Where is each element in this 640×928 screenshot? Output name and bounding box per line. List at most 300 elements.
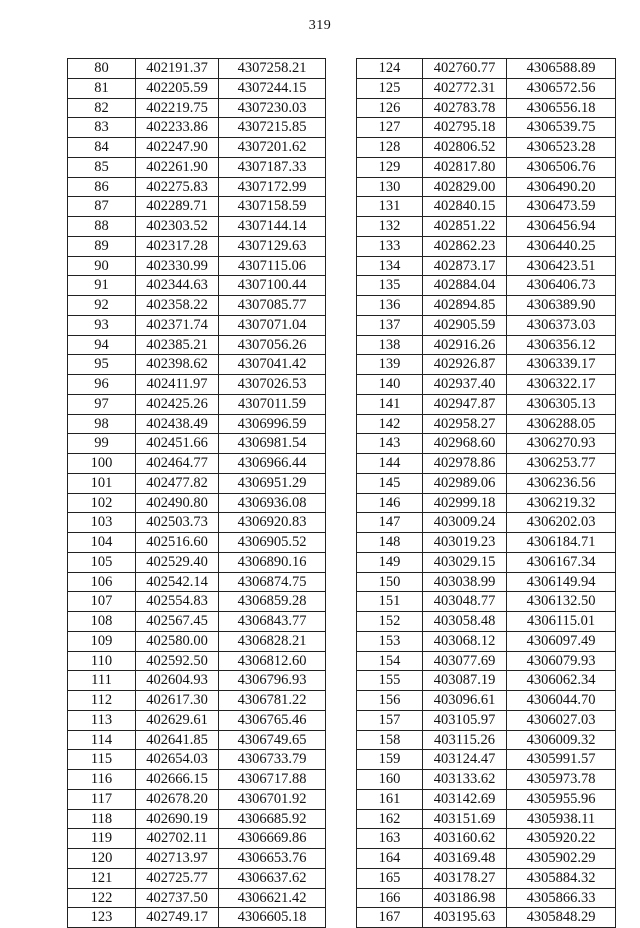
- table-row: [357, 552, 616, 572]
- x-coordinate-cell: 402567.45: [136, 612, 219, 632]
- y-coordinate-cell: 4306236.56: [507, 473, 616, 493]
- table-row: [357, 513, 616, 533]
- point-number-cell: 142: [357, 414, 423, 434]
- point-number-cell: 134: [357, 256, 423, 276]
- y-coordinate-cell: 4306044.70: [507, 691, 616, 711]
- y-coordinate-cell: 4306796.93: [219, 671, 326, 691]
- y-coordinate-cell: 4306669.86: [219, 829, 326, 849]
- y-coordinate-cell: 4306027.03: [507, 710, 616, 730]
- point-number-cell: 96: [68, 375, 136, 395]
- point-number-cell: 137: [357, 315, 423, 335]
- y-coordinate-cell: 4306653.76: [219, 849, 326, 869]
- y-coordinate-cell: 4306288.05: [507, 414, 616, 434]
- x-coordinate-cell: 402411.97: [136, 375, 219, 395]
- point-number-cell: 119: [68, 829, 136, 849]
- point-number-cell: 167: [357, 908, 423, 928]
- table-row: [357, 493, 616, 513]
- table-row: [357, 414, 616, 434]
- x-coordinate-cell: 403087.19: [423, 671, 507, 691]
- x-coordinate-cell: 402219.75: [136, 98, 219, 118]
- y-coordinate-cell: 4306812.60: [219, 651, 326, 671]
- y-coordinate-cell: 4307201.62: [219, 138, 326, 158]
- y-coordinate-cell: 4307011.59: [219, 394, 326, 414]
- y-coordinate-cell: 4306701.92: [219, 789, 326, 809]
- x-coordinate-cell: 402317.28: [136, 236, 219, 256]
- table-row: [357, 849, 616, 869]
- table-row: [357, 138, 616, 158]
- x-coordinate-cell: 402749.17: [136, 908, 219, 928]
- table-row: [357, 59, 616, 79]
- table-row: [357, 315, 616, 335]
- table-row: [68, 552, 326, 572]
- table-row: [357, 236, 616, 256]
- point-number-cell: 128: [357, 138, 423, 158]
- point-number-cell: 122: [68, 888, 136, 908]
- table-row: [357, 730, 616, 750]
- x-coordinate-cell: 402894.85: [423, 296, 507, 316]
- table-row: [68, 750, 326, 770]
- y-coordinate-cell: 4306009.32: [507, 730, 616, 750]
- y-coordinate-cell: 4305991.57: [507, 750, 616, 770]
- y-coordinate-cell: 4305920.22: [507, 829, 616, 849]
- x-coordinate-cell: 403115.26: [423, 730, 507, 750]
- table-row: [357, 908, 616, 928]
- y-coordinate-cell: 4306781.22: [219, 691, 326, 711]
- table-row: [68, 157, 326, 177]
- y-coordinate-cell: 4306621.42: [219, 888, 326, 908]
- x-coordinate-cell: 403038.99: [423, 572, 507, 592]
- point-number-cell: 165: [357, 868, 423, 888]
- x-coordinate-cell: 402999.18: [423, 493, 507, 513]
- y-coordinate-cell: 4306373.03: [507, 315, 616, 335]
- point-number-cell: 124: [357, 59, 423, 79]
- table-row: [357, 256, 616, 276]
- y-coordinate-cell: 4306473.59: [507, 197, 616, 217]
- point-number-cell: 138: [357, 335, 423, 355]
- table-row: [357, 572, 616, 592]
- y-coordinate-cell: 4307172.99: [219, 177, 326, 197]
- point-number-cell: 109: [68, 631, 136, 651]
- point-number-cell: 121: [68, 868, 136, 888]
- table-row: [357, 296, 616, 316]
- x-coordinate-cell: 402385.21: [136, 335, 219, 355]
- point-number-cell: 106: [68, 572, 136, 592]
- y-coordinate-cell: 4306440.25: [507, 236, 616, 256]
- point-number-cell: 111: [68, 671, 136, 691]
- table-row: [357, 335, 616, 355]
- x-coordinate-cell: 402806.52: [423, 138, 507, 158]
- y-coordinate-cell: 4306406.73: [507, 276, 616, 296]
- point-number-cell: 120: [68, 849, 136, 869]
- table-row: [68, 592, 326, 612]
- x-coordinate-cell: 402425.26: [136, 394, 219, 414]
- table-row: [357, 592, 616, 612]
- point-number-cell: 105: [68, 552, 136, 572]
- y-coordinate-cell: 4306506.76: [507, 157, 616, 177]
- y-coordinate-cell: 4306859.28: [219, 592, 326, 612]
- table-row: [357, 710, 616, 730]
- x-coordinate-cell: 402398.62: [136, 355, 219, 375]
- x-coordinate-cell: 402760.77: [423, 59, 507, 79]
- x-coordinate-cell: 402247.90: [136, 138, 219, 158]
- x-coordinate-cell: 402916.26: [423, 335, 507, 355]
- y-coordinate-cell: 4306079.93: [507, 651, 616, 671]
- table-row: [68, 296, 326, 316]
- table-row: [68, 78, 326, 98]
- point-number-cell: 103: [68, 513, 136, 533]
- table-row: [68, 829, 326, 849]
- table-row: [68, 375, 326, 395]
- y-coordinate-cell: 4306905.52: [219, 533, 326, 553]
- table-row: [68, 276, 326, 296]
- point-number-cell: 135: [357, 276, 423, 296]
- y-coordinate-cell: 4306219.32: [507, 493, 616, 513]
- x-coordinate-cell: 402958.27: [423, 414, 507, 434]
- y-coordinate-cell: 4306605.18: [219, 908, 326, 928]
- table-row: [357, 157, 616, 177]
- y-coordinate-cell: 4306305.13: [507, 394, 616, 414]
- table-row: [68, 849, 326, 869]
- x-coordinate-cell: 402592.50: [136, 651, 219, 671]
- y-coordinate-cell: 4306890.16: [219, 552, 326, 572]
- y-coordinate-cell: 4305938.11: [507, 809, 616, 829]
- point-number-cell: 151: [357, 592, 423, 612]
- point-number-cell: 123: [68, 908, 136, 928]
- x-coordinate-cell: 402795.18: [423, 118, 507, 138]
- table-row: [68, 908, 326, 928]
- x-coordinate-cell: 402989.06: [423, 473, 507, 493]
- x-coordinate-cell: 402516.60: [136, 533, 219, 553]
- y-coordinate-cell: 4306184.71: [507, 533, 616, 553]
- y-coordinate-cell: 4307115.06: [219, 256, 326, 276]
- x-coordinate-cell: 403142.69: [423, 789, 507, 809]
- x-coordinate-cell: 403124.47: [423, 750, 507, 770]
- table-row: [68, 691, 326, 711]
- table-row: [68, 789, 326, 809]
- x-coordinate-cell: 402783.78: [423, 98, 507, 118]
- point-number-cell: 131: [357, 197, 423, 217]
- page-number: 319: [308, 18, 332, 33]
- x-coordinate-cell: 403178.27: [423, 868, 507, 888]
- table-row: [68, 888, 326, 908]
- table-row: [357, 868, 616, 888]
- x-coordinate-cell: 402358.22: [136, 296, 219, 316]
- y-coordinate-cell: 4306936.08: [219, 493, 326, 513]
- point-number-cell: 94: [68, 335, 136, 355]
- point-number-cell: 129: [357, 157, 423, 177]
- x-coordinate-cell: 402490.80: [136, 493, 219, 513]
- y-coordinate-cell: 4306322.17: [507, 375, 616, 395]
- table-row: [68, 217, 326, 237]
- x-coordinate-cell: 403068.12: [423, 631, 507, 651]
- y-coordinate-cell: 4306490.20: [507, 177, 616, 197]
- x-coordinate-cell: 402817.80: [423, 157, 507, 177]
- x-coordinate-cell: 402937.40: [423, 375, 507, 395]
- y-coordinate-cell: 4305848.29: [507, 908, 616, 928]
- x-coordinate-cell: 402554.83: [136, 592, 219, 612]
- table-row: [68, 730, 326, 750]
- table-row: [357, 434, 616, 454]
- y-coordinate-cell: 4305955.96: [507, 789, 616, 809]
- table-row: [68, 631, 326, 651]
- point-number-cell: 113: [68, 710, 136, 730]
- table-row: [68, 177, 326, 197]
- point-number-cell: 97: [68, 394, 136, 414]
- table-row: [357, 533, 616, 553]
- y-coordinate-cell: 4306588.89: [507, 59, 616, 79]
- x-coordinate-cell: 403048.77: [423, 592, 507, 612]
- table-row: [357, 770, 616, 790]
- x-coordinate-cell: 402947.87: [423, 394, 507, 414]
- point-number-cell: 117: [68, 789, 136, 809]
- table-row: [357, 276, 616, 296]
- y-coordinate-cell: 4306556.18: [507, 98, 616, 118]
- y-coordinate-cell: 4306097.49: [507, 631, 616, 651]
- table-row: [68, 770, 326, 790]
- y-coordinate-cell: 4306202.03: [507, 513, 616, 533]
- point-number-cell: 155: [357, 671, 423, 691]
- y-coordinate-cell: 4306733.79: [219, 750, 326, 770]
- table-row: [357, 98, 616, 118]
- point-number-cell: 83: [68, 118, 136, 138]
- table-row: [68, 513, 326, 533]
- x-coordinate-cell: 402529.40: [136, 552, 219, 572]
- table-row: [357, 829, 616, 849]
- table-row: [357, 217, 616, 237]
- y-coordinate-cell: 4306637.62: [219, 868, 326, 888]
- x-coordinate-cell: 402477.82: [136, 473, 219, 493]
- point-number-cell: 80: [68, 59, 136, 79]
- table-row: [357, 177, 616, 197]
- y-coordinate-cell: 4307056.26: [219, 335, 326, 355]
- x-coordinate-cell: 402666.15: [136, 770, 219, 790]
- point-number-cell: 118: [68, 809, 136, 829]
- table-row: [68, 355, 326, 375]
- x-coordinate-cell: 403186.98: [423, 888, 507, 908]
- table-row: [357, 355, 616, 375]
- y-coordinate-cell: 4306981.54: [219, 434, 326, 454]
- y-coordinate-cell: 4307187.33: [219, 157, 326, 177]
- table-row: [357, 454, 616, 474]
- x-coordinate-cell: 403160.62: [423, 829, 507, 849]
- point-number-cell: 156: [357, 691, 423, 711]
- y-coordinate-cell: 4306966.44: [219, 454, 326, 474]
- x-coordinate-cell: 403169.48: [423, 849, 507, 869]
- x-coordinate-cell: 402978.86: [423, 454, 507, 474]
- table-row: [68, 868, 326, 888]
- coordinate-table-left: [67, 58, 326, 928]
- point-number-cell: 136: [357, 296, 423, 316]
- table-row: [68, 809, 326, 829]
- y-coordinate-cell: 4305866.33: [507, 888, 616, 908]
- x-coordinate-cell: 402873.17: [423, 256, 507, 276]
- table-row: [357, 612, 616, 632]
- point-number-cell: 140: [357, 375, 423, 395]
- table-row: [357, 118, 616, 138]
- table-row: [68, 197, 326, 217]
- y-coordinate-cell: 4306920.83: [219, 513, 326, 533]
- x-coordinate-cell: 402303.52: [136, 217, 219, 237]
- point-number-cell: 145: [357, 473, 423, 493]
- point-number-cell: 98: [68, 414, 136, 434]
- table-row: [68, 612, 326, 632]
- table-row: [68, 118, 326, 138]
- y-coordinate-cell: 4305973.78: [507, 770, 616, 790]
- x-coordinate-cell: 403029.15: [423, 552, 507, 572]
- x-coordinate-cell: 402438.49: [136, 414, 219, 434]
- x-coordinate-cell: 402261.90: [136, 157, 219, 177]
- point-number-cell: 139: [357, 355, 423, 375]
- y-coordinate-cell: 4306951.29: [219, 473, 326, 493]
- x-coordinate-cell: 402772.31: [423, 78, 507, 98]
- table-row: [357, 809, 616, 829]
- table-row: [68, 651, 326, 671]
- table-row: [68, 671, 326, 691]
- y-coordinate-cell: 4306456.94: [507, 217, 616, 237]
- y-coordinate-cell: 4306423.51: [507, 256, 616, 276]
- x-coordinate-cell: 402451.66: [136, 434, 219, 454]
- point-number-cell: 114: [68, 730, 136, 750]
- y-coordinate-cell: 4305884.32: [507, 868, 616, 888]
- table-row: [68, 533, 326, 553]
- x-coordinate-cell: 403151.69: [423, 809, 507, 829]
- point-number-cell: 163: [357, 829, 423, 849]
- table-row: [357, 394, 616, 414]
- x-coordinate-cell: 403009.24: [423, 513, 507, 533]
- point-number-cell: 87: [68, 197, 136, 217]
- x-coordinate-cell: 402275.83: [136, 177, 219, 197]
- table-row: [68, 236, 326, 256]
- x-coordinate-cell: 402503.73: [136, 513, 219, 533]
- point-number-cell: 82: [68, 98, 136, 118]
- y-coordinate-cell: 4307100.44: [219, 276, 326, 296]
- table-row: [68, 414, 326, 434]
- table-row: [357, 631, 616, 651]
- y-coordinate-cell: 4306149.94: [507, 572, 616, 592]
- x-coordinate-cell: 402884.04: [423, 276, 507, 296]
- x-coordinate-cell: 402702.11: [136, 829, 219, 849]
- point-number-cell: 164: [357, 849, 423, 869]
- y-coordinate-cell: 4307244.15: [219, 78, 326, 98]
- point-number-cell: 143: [357, 434, 423, 454]
- point-number-cell: 149: [357, 552, 423, 572]
- table-row: [68, 572, 326, 592]
- point-number-cell: 148: [357, 533, 423, 553]
- x-coordinate-cell: 402840.15: [423, 197, 507, 217]
- table-row: [357, 691, 616, 711]
- coordinate-table-right: [356, 58, 616, 928]
- point-number-cell: 92: [68, 296, 136, 316]
- point-number-cell: 166: [357, 888, 423, 908]
- x-coordinate-cell: 402604.93: [136, 671, 219, 691]
- table-row: [357, 651, 616, 671]
- point-number-cell: 162: [357, 809, 423, 829]
- point-number-cell: 89: [68, 236, 136, 256]
- x-coordinate-cell: 402233.86: [136, 118, 219, 138]
- y-coordinate-cell: 4307258.21: [219, 59, 326, 79]
- point-number-cell: 153: [357, 631, 423, 651]
- point-number-cell: 95: [68, 355, 136, 375]
- y-coordinate-cell: 4306765.46: [219, 710, 326, 730]
- table-row: [357, 750, 616, 770]
- y-coordinate-cell: 4307215.85: [219, 118, 326, 138]
- table-row: [357, 888, 616, 908]
- table-row: [68, 256, 326, 276]
- point-number-cell: 88: [68, 217, 136, 237]
- y-coordinate-cell: 4306843.77: [219, 612, 326, 632]
- y-coordinate-cell: 4307158.59: [219, 197, 326, 217]
- x-coordinate-cell: 402344.63: [136, 276, 219, 296]
- point-number-cell: 86: [68, 177, 136, 197]
- point-number-cell: 107: [68, 592, 136, 612]
- point-number-cell: 160: [357, 770, 423, 790]
- point-number-cell: 133: [357, 236, 423, 256]
- y-coordinate-cell: 4307026.53: [219, 375, 326, 395]
- point-number-cell: 100: [68, 454, 136, 474]
- table-row: [68, 394, 326, 414]
- point-number-cell: 102: [68, 493, 136, 513]
- x-coordinate-cell: 403019.23: [423, 533, 507, 553]
- x-coordinate-cell: 402580.00: [136, 631, 219, 651]
- x-coordinate-cell: 402371.74: [136, 315, 219, 335]
- point-number-cell: 112: [68, 691, 136, 711]
- point-number-cell: 146: [357, 493, 423, 513]
- table-row: [68, 98, 326, 118]
- y-coordinate-cell: 4306996.59: [219, 414, 326, 434]
- point-number-cell: 110: [68, 651, 136, 671]
- y-coordinate-cell: 4306253.77: [507, 454, 616, 474]
- x-coordinate-cell: 402829.00: [423, 177, 507, 197]
- y-coordinate-cell: 4306874.75: [219, 572, 326, 592]
- x-coordinate-cell: 403195.63: [423, 908, 507, 928]
- point-number-cell: 127: [357, 118, 423, 138]
- x-coordinate-cell: 402968.60: [423, 434, 507, 454]
- y-coordinate-cell: 4307071.04: [219, 315, 326, 335]
- table-row: [357, 375, 616, 395]
- point-number-cell: 152: [357, 612, 423, 632]
- x-coordinate-cell: 402205.59: [136, 78, 219, 98]
- y-coordinate-cell: 4306270.93: [507, 434, 616, 454]
- table-row: [68, 454, 326, 474]
- y-coordinate-cell: 4306167.34: [507, 552, 616, 572]
- y-coordinate-cell: 4306539.75: [507, 118, 616, 138]
- x-coordinate-cell: 403105.97: [423, 710, 507, 730]
- x-coordinate-cell: 402713.97: [136, 849, 219, 869]
- point-number-cell: 90: [68, 256, 136, 276]
- point-number-cell: 126: [357, 98, 423, 118]
- x-coordinate-cell: 402542.14: [136, 572, 219, 592]
- y-coordinate-cell: 4306749.65: [219, 730, 326, 750]
- table-row: [68, 473, 326, 493]
- y-coordinate-cell: 4306115.01: [507, 612, 616, 632]
- x-coordinate-cell: 403077.69: [423, 651, 507, 671]
- y-coordinate-cell: 4306523.28: [507, 138, 616, 158]
- x-coordinate-cell: 402737.50: [136, 888, 219, 908]
- x-coordinate-cell: 402905.59: [423, 315, 507, 335]
- x-coordinate-cell: 402926.87: [423, 355, 507, 375]
- x-coordinate-cell: 403133.62: [423, 770, 507, 790]
- table-row: [68, 710, 326, 730]
- point-number-cell: 161: [357, 789, 423, 809]
- point-number-cell: 141: [357, 394, 423, 414]
- x-coordinate-cell: 402725.77: [136, 868, 219, 888]
- y-coordinate-cell: 4306132.50: [507, 592, 616, 612]
- x-coordinate-cell: 402690.19: [136, 809, 219, 829]
- point-number-cell: 81: [68, 78, 136, 98]
- x-coordinate-cell: 402289.71: [136, 197, 219, 217]
- y-coordinate-cell: 4306717.88: [219, 770, 326, 790]
- table-row: [68, 315, 326, 335]
